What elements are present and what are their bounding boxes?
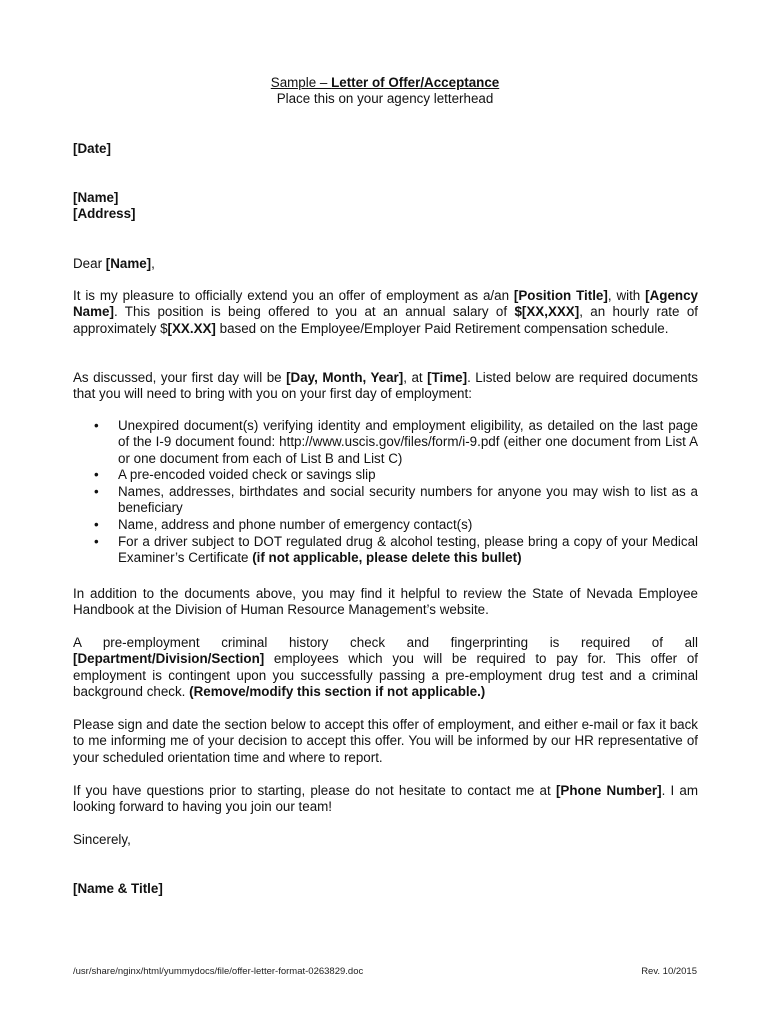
paragraph-first-day: As discussed, your first day will be [Day, Month, Year], at [Time]. Listed below are required documents that you will need to bring with you on your first day of employment: [73,370,698,402]
paragraph-sign: Please sign and date the section below to accept this offer of employment, and either e-mail or fax it back to me informing me of your decision to accept this offer. You will be informed by our HR representative of your scheduled orientation time and where to report. [73,717,698,765]
bullet-icon: • [94,517,99,533]
required-documents-list [73,418,698,567]
date-placeholder: [Date] [73,141,111,156]
salutation: Dear [Name], [73,256,155,271]
list-item: • Name, address and phone number of emergency contact(s) [94,517,473,533]
document-title: Sample – Letter of Offer/Acceptance [270,75,500,90]
recipient-block [73,190,698,223]
recipient-address: [Address] [73,206,136,222]
list-item: • A pre-encoded voided check or savings slip [94,467,376,483]
list-item: • Unexpired document(s) verifying identity and employment eligibility, as detailed on the last page of the I-9 document found: http://www.uscis.gov/files/form/i-9.pdf (either one document from List A or one document from each of List B and List C) [94,418,698,466]
closing: Sincerely, [73,832,131,847]
paragraph-offer: It is my pleasure to officially extend you an offer of employment as a/an [Position Title], with [Agency Name]. This position is being offered to you at an annual salary of $[XX,XXX], an hourly rate of approximately $[XX.XX] based on the Employee/Employer Paid Retirement compensation schedule. [73,288,699,336]
bullet-icon: • [94,534,99,550]
signature-placeholder: [Name & Title] [73,881,163,896]
paragraph-handbook: In addition to the documents above, you may find it helpful to review the State of Nevada Employee Handbook at the Division of Human Resource Management’s website. [73,586,698,618]
document-subtitle: Place this on your agency letterhead [276,91,494,106]
bullet-icon: • [94,484,99,500]
list-item: • Names, addresses, birthdates and social security numbers for anyone you may wish to list as a beneficiary [94,484,698,516]
paragraph-contact: If you have questions prior to starting, please do not hesitate to contact me at [Phone Number]. I am looking forward to having you join our team! [73,783,699,815]
bullet-icon: • [94,418,99,433]
paragraph-background-check: A pre-employment criminal history check and fingerprinting is required of all [Department/Division/Section] employees which you will be required to pay for. This offer of employment is contingent upon you successfully passing a pre-employment drug test and a criminal background check. (Remove/modify this section if not applicable.) [73,635,698,699]
list-item: • For a driver subject to DOT regulated drug & alcohol testing, please bring a copy of your Medical Examiner’s Certificate (if not applicable, please delete this bullet) [94,534,698,566]
footer-file-path: /usr/share/nginx/html/yummydocs/file/offer-letter-format-0263829.doc [73,966,364,977]
recipient-name: [Name] [73,190,119,205]
bullet-icon: • [94,467,99,483]
footer-revision: Rev. 10/2015 [641,966,697,977]
